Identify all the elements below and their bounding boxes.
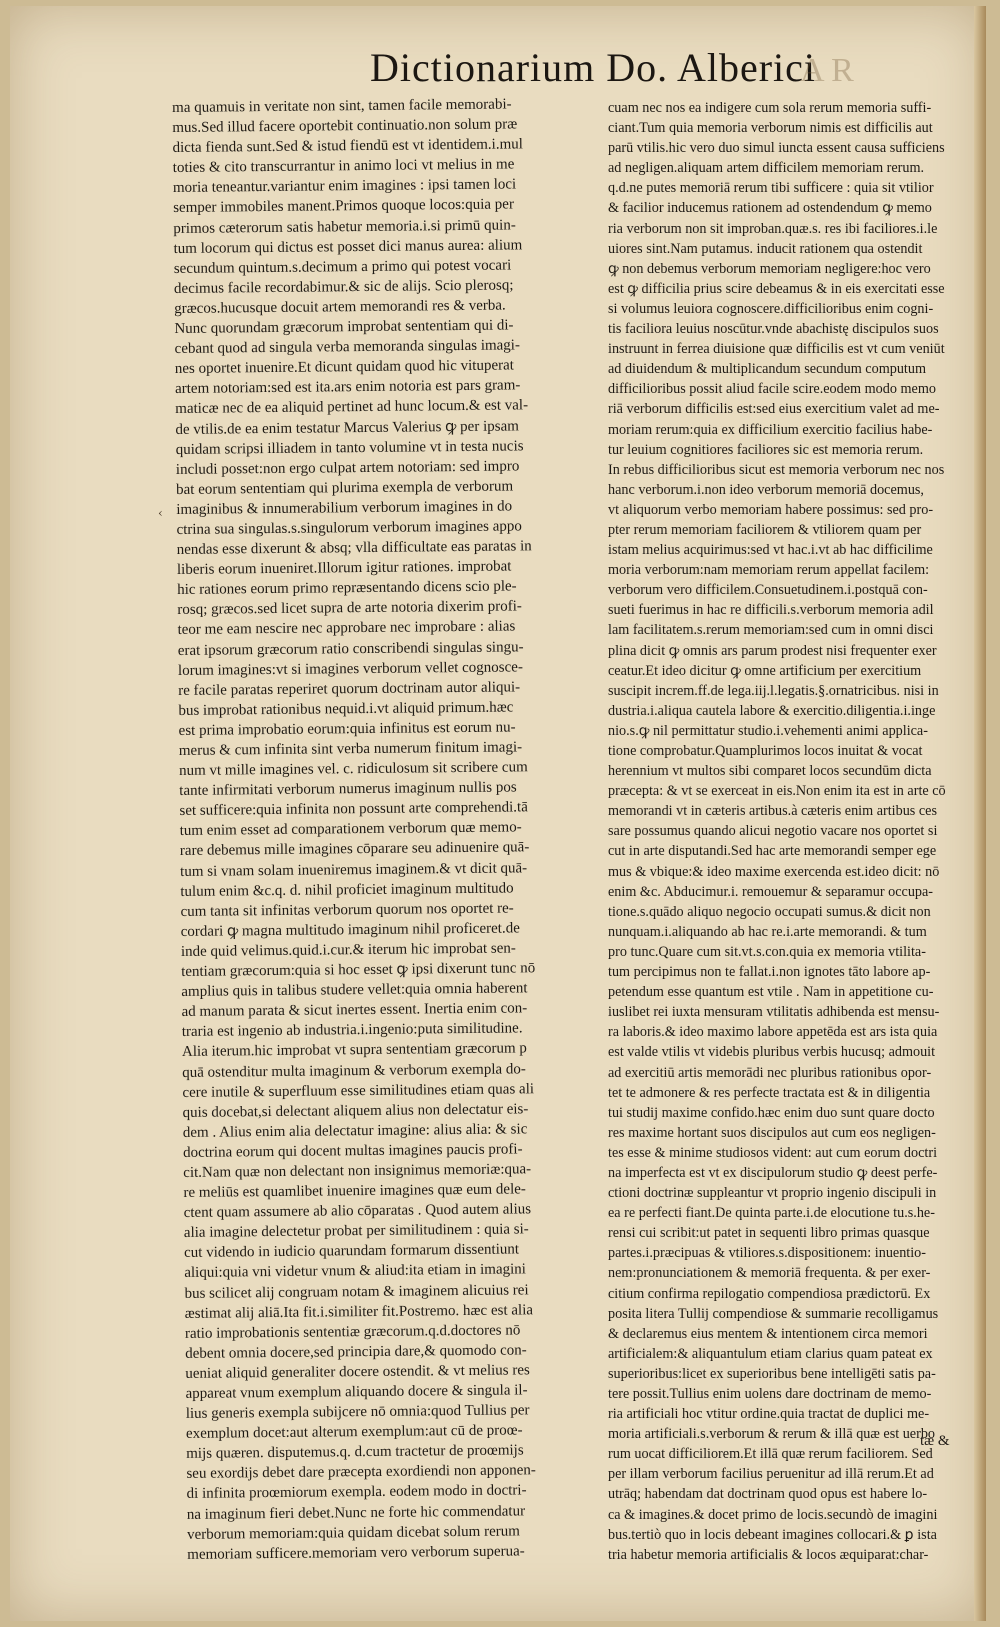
text-line: na imaginum fieri debet.Nunc ne forte hic commendatur <box>186 1502 526 1523</box>
margin-mark: ‹ <box>158 506 163 520</box>
text-line: uiores sint.Nam putamus. inducit rationem qua ostendit <box>608 240 923 257</box>
text-line: num vt mille imagines vel. c. ridiculosum sit scribere cum <box>178 759 528 780</box>
text-line: appareat vnum exemplum aliquando docere & singula il- <box>185 1382 528 1402</box>
text-line: iuslibet rei iuxta mensuram vtilitatis adhibenda est mensu- <box>608 1004 940 1021</box>
text-line: lius generis exempla subijcere nō omnia:quod Tullius per <box>185 1402 530 1423</box>
text-line: re meliūs est quamlibet inuenire imagines quæ eum dele- <box>183 1181 526 1202</box>
text-line: plina dicit ꝙ omnis ars parum prodest nisi frequenter exer <box>608 642 937 659</box>
text-line: aliqui:quia vni videtur vnum & aliud:ita etiam in imagini <box>184 1261 526 1282</box>
text-line: & facilior inducemus rationem ad ostendendum ꝙ memo <box>608 200 932 217</box>
text-line: ctrina sua singulas.s.singulorum verborum imagines appo <box>176 518 522 538</box>
text-line: moria verborum:nam memoriam rerum appellat facilem: <box>608 562 930 579</box>
text-line: per illam verborum facilius peruenitur ad illā rerum.Et ad <box>608 1466 934 1483</box>
text-line: ria verborum non sit improban.quæ.s. res ibi faciliores.i.le <box>608 220 938 237</box>
text-line: difficilioribus possit aliud facile scire.eodem modo memo <box>608 381 936 398</box>
text-line: dem . Alius enim alia delectatur imagine: alius alia: & sic <box>182 1121 528 1141</box>
text-line: partes.i.præcipuas & vtiliores.s.dispositionem: inuentio- <box>608 1245 926 1262</box>
text-line: erat ipsorum græcorum ratio conscribendi singulas singu- <box>177 638 524 659</box>
text-line: moriam rerum:quia ex difficilium exercitio facilius habe- <box>608 421 933 438</box>
text-line: tet te admonere & res perfecte tractata est & in diligentia <box>608 1084 931 1101</box>
text-line: verborum memoriam:quia quidam dicebat solum rerum <box>186 1523 520 1543</box>
text-line: cum tanta sit infinitas verborum quorum nos oportet re- <box>180 900 514 920</box>
text-line: tis faciliora leuius noscūtur.vnde abachistę discipulos suos <box>608 321 939 338</box>
text-line: rensi cui scribit:ut patet in sequenti libro primas quasque <box>608 1225 930 1242</box>
text-line: maticæ nec de ea aliquid pertinet ad hunc locum.& est val- <box>175 397 529 418</box>
text-line: Alia iterum.hic improbat vt supra sententiam græcorum p <box>181 1040 527 1061</box>
text-line: ctioni doctrinæ suppleantur vt proprio ingenio discipuli in <box>608 1185 937 1202</box>
text-line: decimus facile recordabimur.& sic de alijs. Scio plerosq; <box>173 277 514 297</box>
text-line: quis docebat,si delectant aliquem alius non delectatur eis- <box>182 1101 529 1121</box>
text-line: di infinita proœmiorum exempla. eodem modo in doctri- <box>186 1482 527 1503</box>
text-line: re facile paratas reperiret quorum doctrinam autor aliqui- <box>178 679 521 699</box>
text-line: ꝙ non debemus verborum memoriam negligere:hoc vero <box>608 260 931 277</box>
text-line: lam facilitatem.s.rerum memoriam:sed cum in omni disci <box>608 622 934 639</box>
text-line: ad manum parata & sicut inertes essent. Inertia enim con- <box>181 1000 528 1021</box>
text-line: ctent quam assumere ab alio cōparatas . Quod autem alius <box>183 1201 532 1222</box>
text-line: bus improbat rationibus nequid.i.vt aliquid primum.hæc <box>178 699 514 719</box>
text-line: tentiam græcorum:quia si hoc esset ꝙ ipsi dixerunt tunc nō <box>181 960 536 980</box>
text-line: hanc verborum.i.non ideo verborum memoriā docemus, <box>608 481 924 498</box>
text-line: bus.tertiò quo in locis debeant imagines collocari.& ꝑ ista <box>608 1526 937 1543</box>
text-line: tes esse & minime studiosos vident: aut cum eorum doctri <box>608 1144 938 1161</box>
catchword: tæ & <box>920 1433 950 1449</box>
show-through-text: A R <box>800 52 854 89</box>
text-line: ra laboris.& ideo maximo labore appetēda est ars ista quia <box>608 1024 938 1041</box>
text-line: ad exercitiū artis memorādi nec pluribus rationibus opor- <box>608 1064 932 1081</box>
text-line: debent omnia docere,sed principia dare,& quomodo con- <box>185 1342 527 1362</box>
text-line: nio.s.ꝙ nil permittatur studio.i.vehementi animi applica- <box>608 722 928 739</box>
text-line: traria est ingenio ab industria.i.ingenio:puta similitudine. <box>181 1020 523 1041</box>
text-line: tione.s.quādo aliquo negocio occupati sumus.& dicit non <box>608 903 931 920</box>
text-line: cit.Nam quæ non delectant non insignimus memoriæ:qua- <box>183 1161 532 1181</box>
text-line: cut in arte disputandi.Sed hac arte memorandi semper ege <box>608 843 937 860</box>
text-line: petendum esse quantum est vtile . Nam in appetitione cu- <box>608 984 934 1001</box>
text-line: parū vtilis.hic vero duo simul iuncta essent causa sufficiens <box>608 140 945 157</box>
text-line: artem notoriam:sed est ita.ars enim notoria est pars gram- <box>174 377 521 398</box>
text-line: cuam nec nos ea indigere cum sola rerum memoria suffi- <box>608 100 932 116</box>
text-line: inde quid velimus.quid.i.cur.& iterum hic improbat sen- <box>180 940 516 960</box>
text-line: moria artificiali.s.verborum & rerum & illā quæ est uerbo <box>608 1426 936 1443</box>
text-line: instruunt in ferrea diuisione quæ difficilis est vt cum veniūt <box>608 341 945 358</box>
text-line: riā verborum difficilis est:sed eius exercitium valet ad me- <box>608 401 940 418</box>
text-line: set sufficere:quia infinita non possunt arte comprehendi.tā <box>179 799 528 820</box>
left-text-column <box>172 94 597 1565</box>
text-line: ria artificiali hoc vtitur ordine.quia tractat de duplici me- <box>608 1406 930 1423</box>
text-line: posita litera Tullij compendiose & summarie recolligamus <box>608 1305 939 1322</box>
text-line: doctrina eorum qui docent multas imagines paucis profi- <box>182 1141 523 1161</box>
text-line: nendas esse dixerunt & absq; vlla difficultate eas paratas in <box>176 538 532 559</box>
text-line: ceatur.Et ideo dicitur ꝙ omne artificium per exercitium <box>608 662 922 679</box>
text-line: exemplum docet:aut alterum exemplum:aut cū de proœ- <box>185 1422 523 1443</box>
text-line: suscipit increm.ff.de lega.iij.l.legatis.§.ornatricibus. nisi in <box>608 682 939 699</box>
text-line: dicta fienda sunt.Sed & istud fiendū est vt identidem.i.mul <box>172 136 523 157</box>
text-line: hic rationes eorum primo repræsentando dicens scio ple- <box>177 578 517 599</box>
text-line: cordari ꝙ magna multitudo imaginum nihil proficeret.de <box>180 920 520 940</box>
text-line: tione comprobatur.Quamplurimos locos inuitat & vocat <box>608 743 923 759</box>
text-line: na imperfecta est vt ex discipulorum studio ꝙ deest perfe- <box>608 1164 938 1181</box>
text-line: secundum quintum.s.decimum a primo qui potest vocari <box>173 257 512 277</box>
text-line: est valde vtilis vt videbis pluribus verbis hucusq; admouit <box>608 1044 936 1061</box>
text-line: rare debemus mille imagines cōparare seu adinuenire quā- <box>179 839 530 860</box>
text-line: ciant.Tum quia memoria verborum nimis est difficilis aut <box>608 120 933 137</box>
text-line: & declaremus eius mentem & intentionem circa memori <box>608 1325 928 1342</box>
text-line: mus & vbique:& ideo maxime exercenda est.ideo dicit: nō <box>608 863 940 880</box>
text-line: de vtilis.de ea enim testatur Marcus Valerius ꝙ per ipsam <box>175 417 519 438</box>
text-line: tulum enim &c.q. d. nihil proficiet imaginum multitudo <box>180 880 514 900</box>
text-line: amplius quis in talibus studere vellet:quia omnia haberent <box>181 980 528 1001</box>
text-line: citium confirma repilogatio compendiosa prædictorū. Ex <box>608 1285 931 1302</box>
text-line: vt aliquorum verbo memoriam habere possimus: sed pro- <box>608 501 934 518</box>
text-line: rosq; græcos.sed licet supra de arte notoria dixerim profi- <box>177 598 522 619</box>
text-line: ueniat aliquid generaliter docere ostendit. & vt melius res <box>185 1362 530 1382</box>
text-line: enim &c. Abducimur.i. remouemur & separamur occupa- <box>608 883 934 900</box>
text-line: ca & imagines.& docet primo de locis.secundò de imagini <box>608 1506 938 1523</box>
text-line: tum enim esset ad comparationem verborum quæ memo- <box>179 819 522 840</box>
text-line: q.d.ne putes memoriā rerum tibi sufficere : quia sit vtilior <box>608 180 934 197</box>
text-line: est prima improbatio eorum:quia infinitus est eorum nu- <box>178 719 516 739</box>
text-line: utrāq; habendam dat doctrinam quod opus est habere lo- <box>608 1486 928 1503</box>
text-line: est ꝙ difficilia prius scire debeamus & in eis exercitati esse <box>608 280 945 297</box>
text-line: ma quamuis in veritate non sint, tamen facile memorabi- <box>172 96 512 116</box>
text-line: pter rerum memoriam faciliorem & vtiliorem quam per <box>608 521 922 538</box>
text-line: ratio improbationis sententiæ græcorum.q.d.doctores nō <box>184 1322 521 1342</box>
text-line: superioribus:licet ex superioribus bene intelligēti satis pa- <box>608 1365 936 1382</box>
text-line: ad diuidendum & multiplicandum secundum computum <box>608 361 926 378</box>
text-line: quā ostenditur multa imaginum & verborum exempla do- <box>182 1060 526 1081</box>
text-line: primos cæterorum satis habetur memoria.i.si primū quin- <box>173 216 516 237</box>
text-line: herennium vt multos sibi comparet locos secundūm dicta <box>608 763 932 780</box>
text-line: pro tunc.Quare cum sit.vt.s.con.quia ex memoria vtilita- <box>608 943 926 960</box>
text-line: tui studij maxime confido.hæc enim duo sunt quare docto <box>608 1104 935 1121</box>
text-line: tum si vnam solam inueniremus imaginem.& vt dicit quā- <box>180 859 528 880</box>
text-line: mijs quæren. disputemus.q. d.cum tractetur de proœmijs <box>186 1442 524 1463</box>
text-line: imaginibus & innumerabilium verborum imagines in do <box>176 498 513 518</box>
text-line: tum percipimus non te fallat.i.non ignotes tāto labore ap- <box>608 964 931 981</box>
text-line: ad negligen.aliquam artem difficilem memoriam rerum. <box>608 160 925 177</box>
text-line: quidam scripsi illiadem in tanto volumine vt in testa nucis <box>175 437 524 458</box>
text-line: Nunc quorundam græcorum improbat sententiam qui di- <box>174 317 514 338</box>
text-line: toties & cito transcurrantur in animo loci vt melius in me <box>172 156 515 177</box>
page-header <box>10 44 986 96</box>
text-line: rum uocat difficiliorem.Et illā quæ rerum faciliorem. Sed <box>608 1446 933 1463</box>
text-line: alia imagine delectetur probat per similitudinem : quia si- <box>183 1221 529 1242</box>
text-line: lorum imagines:vt si imagines verborum vellet cognosce- <box>177 658 523 679</box>
text-line: tum locorum qui dictus est posset dici manus aurea: alium <box>173 236 523 257</box>
text-line: seu exordijs debet dare præcepta exordiendi non apponen- <box>186 1462 536 1483</box>
running-head: Dictionarium Do. Alberici <box>370 45 817 90</box>
text-line: cere inutile & superfluum esse similitudines etiam quas ali <box>182 1080 535 1101</box>
text-line: istam melius acquirimus:sed vt hac.i.vt ab hac difficilime <box>608 542 933 559</box>
text-line: æstimat alij aliā.Ita fit.i.similiter fit.Postremo. hæc est alia <box>184 1301 534 1322</box>
text-line: præcepta: & vt se exerceat in eis.Non enim ita est in arte cō <box>608 783 946 800</box>
text-line: artificialem:& aliquantulum etiam clarius quam pateat ex <box>608 1345 933 1362</box>
text-line: græcos.hucusque docuit artem memorandi res & verba. <box>174 297 506 317</box>
text-line: includi posset:non ergo culpat artem notoriam: sed impro <box>175 458 520 478</box>
text-line: tria habetur memoria artificialis & locos æquiparat:char- <box>608 1546 929 1563</box>
text-line: sare possumus quando alicui negotio vacare nos oportet si <box>608 823 938 840</box>
text-line: nem:pronunciationem & memoriā frequenta. & per exer- <box>608 1265 931 1282</box>
text-line: mus.Sed illud facere oportebit continuatio.non solum præ <box>172 116 518 137</box>
text-line: moria teneantur.variantur enim imagines : ipsi tamen loci <box>172 176 517 197</box>
text-line: tur leuium cognitiores faciliores sic est memoria rerum. <box>608 441 924 458</box>
text-line: dustria.i.aliqua cautela labore & exercitio.diligentia.i.inge <box>608 702 936 719</box>
text-line: verborum vero difficilem.Consuetudinem.i.postquā con- <box>608 582 928 599</box>
text-line: ea re perfecti fiant.De quinta parte.i.de elocutione tu.s.he- <box>608 1205 935 1222</box>
text-line: si volumus leuiora cognoscere.difficilioribus enim cogni- <box>608 300 934 317</box>
text-line: cebant quod ad singula verba memoranda singulas imagi- <box>174 337 521 358</box>
text-line: sueti fuerimus in hac re difficili.s.verborum memoria adil <box>608 602 934 619</box>
text-line: bus scilicet alij congruam notam & imaginem alicuius rei <box>184 1281 529 1302</box>
text-line: tante infirmitati verborum numerus imaginum nullis pos <box>179 779 517 800</box>
text-line: memorandi vt in cæteris artibus.à cæteris enim artibus ces <box>608 803 937 820</box>
text-line: merus & cum infinita sint verba numerum finitum imagi- <box>178 739 523 759</box>
text-line: teor me eam nescire nec approbare nec improbare : alias <box>177 618 516 639</box>
book-page <box>10 6 986 1621</box>
text-line: res maxime hortant suos discipulos aut cum eos negligen- <box>608 1124 936 1141</box>
text-line: nunquam.i.aliquando ab hac re.i.arte memorandi. & tum <box>608 923 927 940</box>
text-line: cut videndo in iudicio quarundam formarum dissentiunt <box>184 1241 520 1262</box>
text-line: memoriam sufficere.memoriam vero verborum superua- <box>187 1543 525 1563</box>
text-line: In rebus difficilioribus sicut est memoria verborum nec nos <box>608 461 945 478</box>
text-line: nes oportet inuenire.Et dicunt quidam quod hic vituperat <box>174 357 514 378</box>
text-line: bat eorum sententiam qui plurima exempla de verborum <box>176 478 514 498</box>
text-line: liberis eorum inueniret.Illorum igitur rationes. improbat <box>176 558 512 579</box>
text-line: tere possit.Tullius enim uolens dare doctrinam de memo- <box>608 1386 932 1402</box>
text-line: semper immobiles manent.Primos quoque locos:quia per <box>173 196 515 217</box>
right-text-column <box>608 98 986 1565</box>
